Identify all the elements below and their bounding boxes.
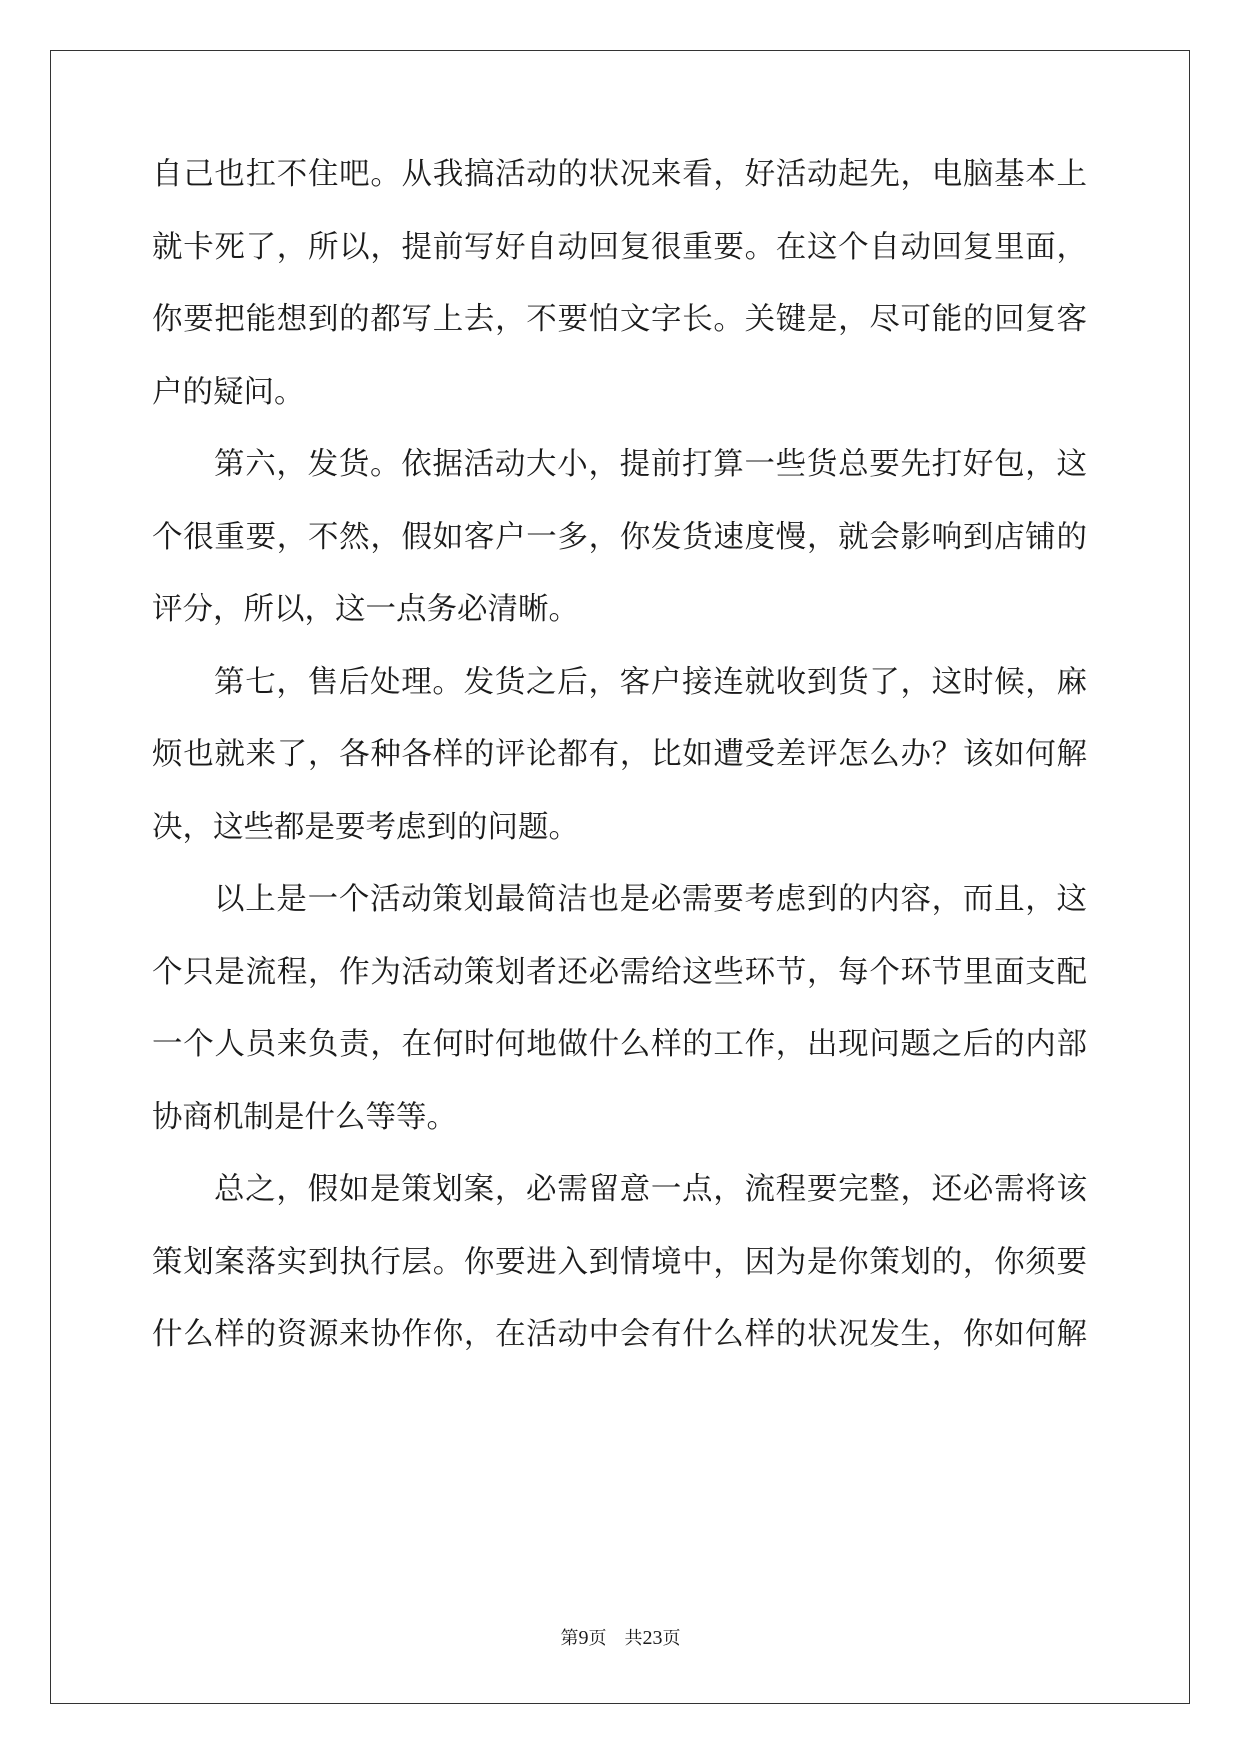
text-line: 一个人员来负责，在何时何地做什么样的工作，出现问题之后的内部: [152, 1027, 1087, 1062]
paragraph-first-line: 总之，假如是策划案，必需留意一点，流程要完整，还必需将该: [214, 1172, 1087, 1207]
text-line: 个很重要，不然，假如客户一多，你发货速度慢，就会影响到店铺的: [152, 519, 1087, 555]
footer-page-suffix: 页: [588, 1628, 607, 1649]
footer-total-suffix: 页: [662, 1628, 681, 1649]
text-line: 你要把能想到的都写上去，不要怕文字长。关键是，尽可能的回复客: [152, 302, 1087, 337]
footer-page-number: 9: [578, 1627, 589, 1649]
text-line: 评分，所以，这一点务必清晰。: [152, 592, 579, 627]
paragraph-first-line: 第七，售后处理。发货之后，客户接连就收到货了，这时候，麻: [214, 664, 1087, 700]
footer-total-prefix: 共: [624, 1628, 643, 1649]
footer-page-prefix: 第: [560, 1628, 579, 1649]
text-line: 就卡死了，所以，提前写好自动回复很重要。在这个自动回复里面，: [152, 229, 1087, 265]
text-line: 策划案落实到执行层。你要进入到情境中，因为是你策划的，你须要: [152, 1244, 1087, 1280]
text-line: 烦也就来了，各种各样的评论都有，比如遭受差评怎么办？该如何解: [152, 737, 1087, 772]
text-line: 协商机制是什么等等。: [152, 1099, 457, 1135]
paragraph-first-line: 以上是一个活动策划最简洁也是必需要考虑到的内容，而且，这: [214, 882, 1087, 917]
text-line: 自己也扛不住吧。从我搞活动的状况来看，好活动起先，电脑基本上: [152, 157, 1087, 192]
text-line: 个只是流程，作为活动策划者还必需给这些环节，每个环节里面支配: [152, 954, 1087, 990]
page-footer: [0, 1626, 1241, 1651]
paragraph-first-line: 第六，发货。依据活动大小，提前打算一些货总要先打好包，这: [214, 447, 1087, 482]
text-line: 决，这些都是要考虑到的问题。: [152, 809, 579, 845]
text-line: 户的疑问。: [152, 374, 305, 410]
footer-total-pages: 23: [642, 1627, 663, 1649]
text-line: 什么样的资源来协作你，在活动中会有什么样的状况发生，你如何解: [152, 1317, 1087, 1352]
